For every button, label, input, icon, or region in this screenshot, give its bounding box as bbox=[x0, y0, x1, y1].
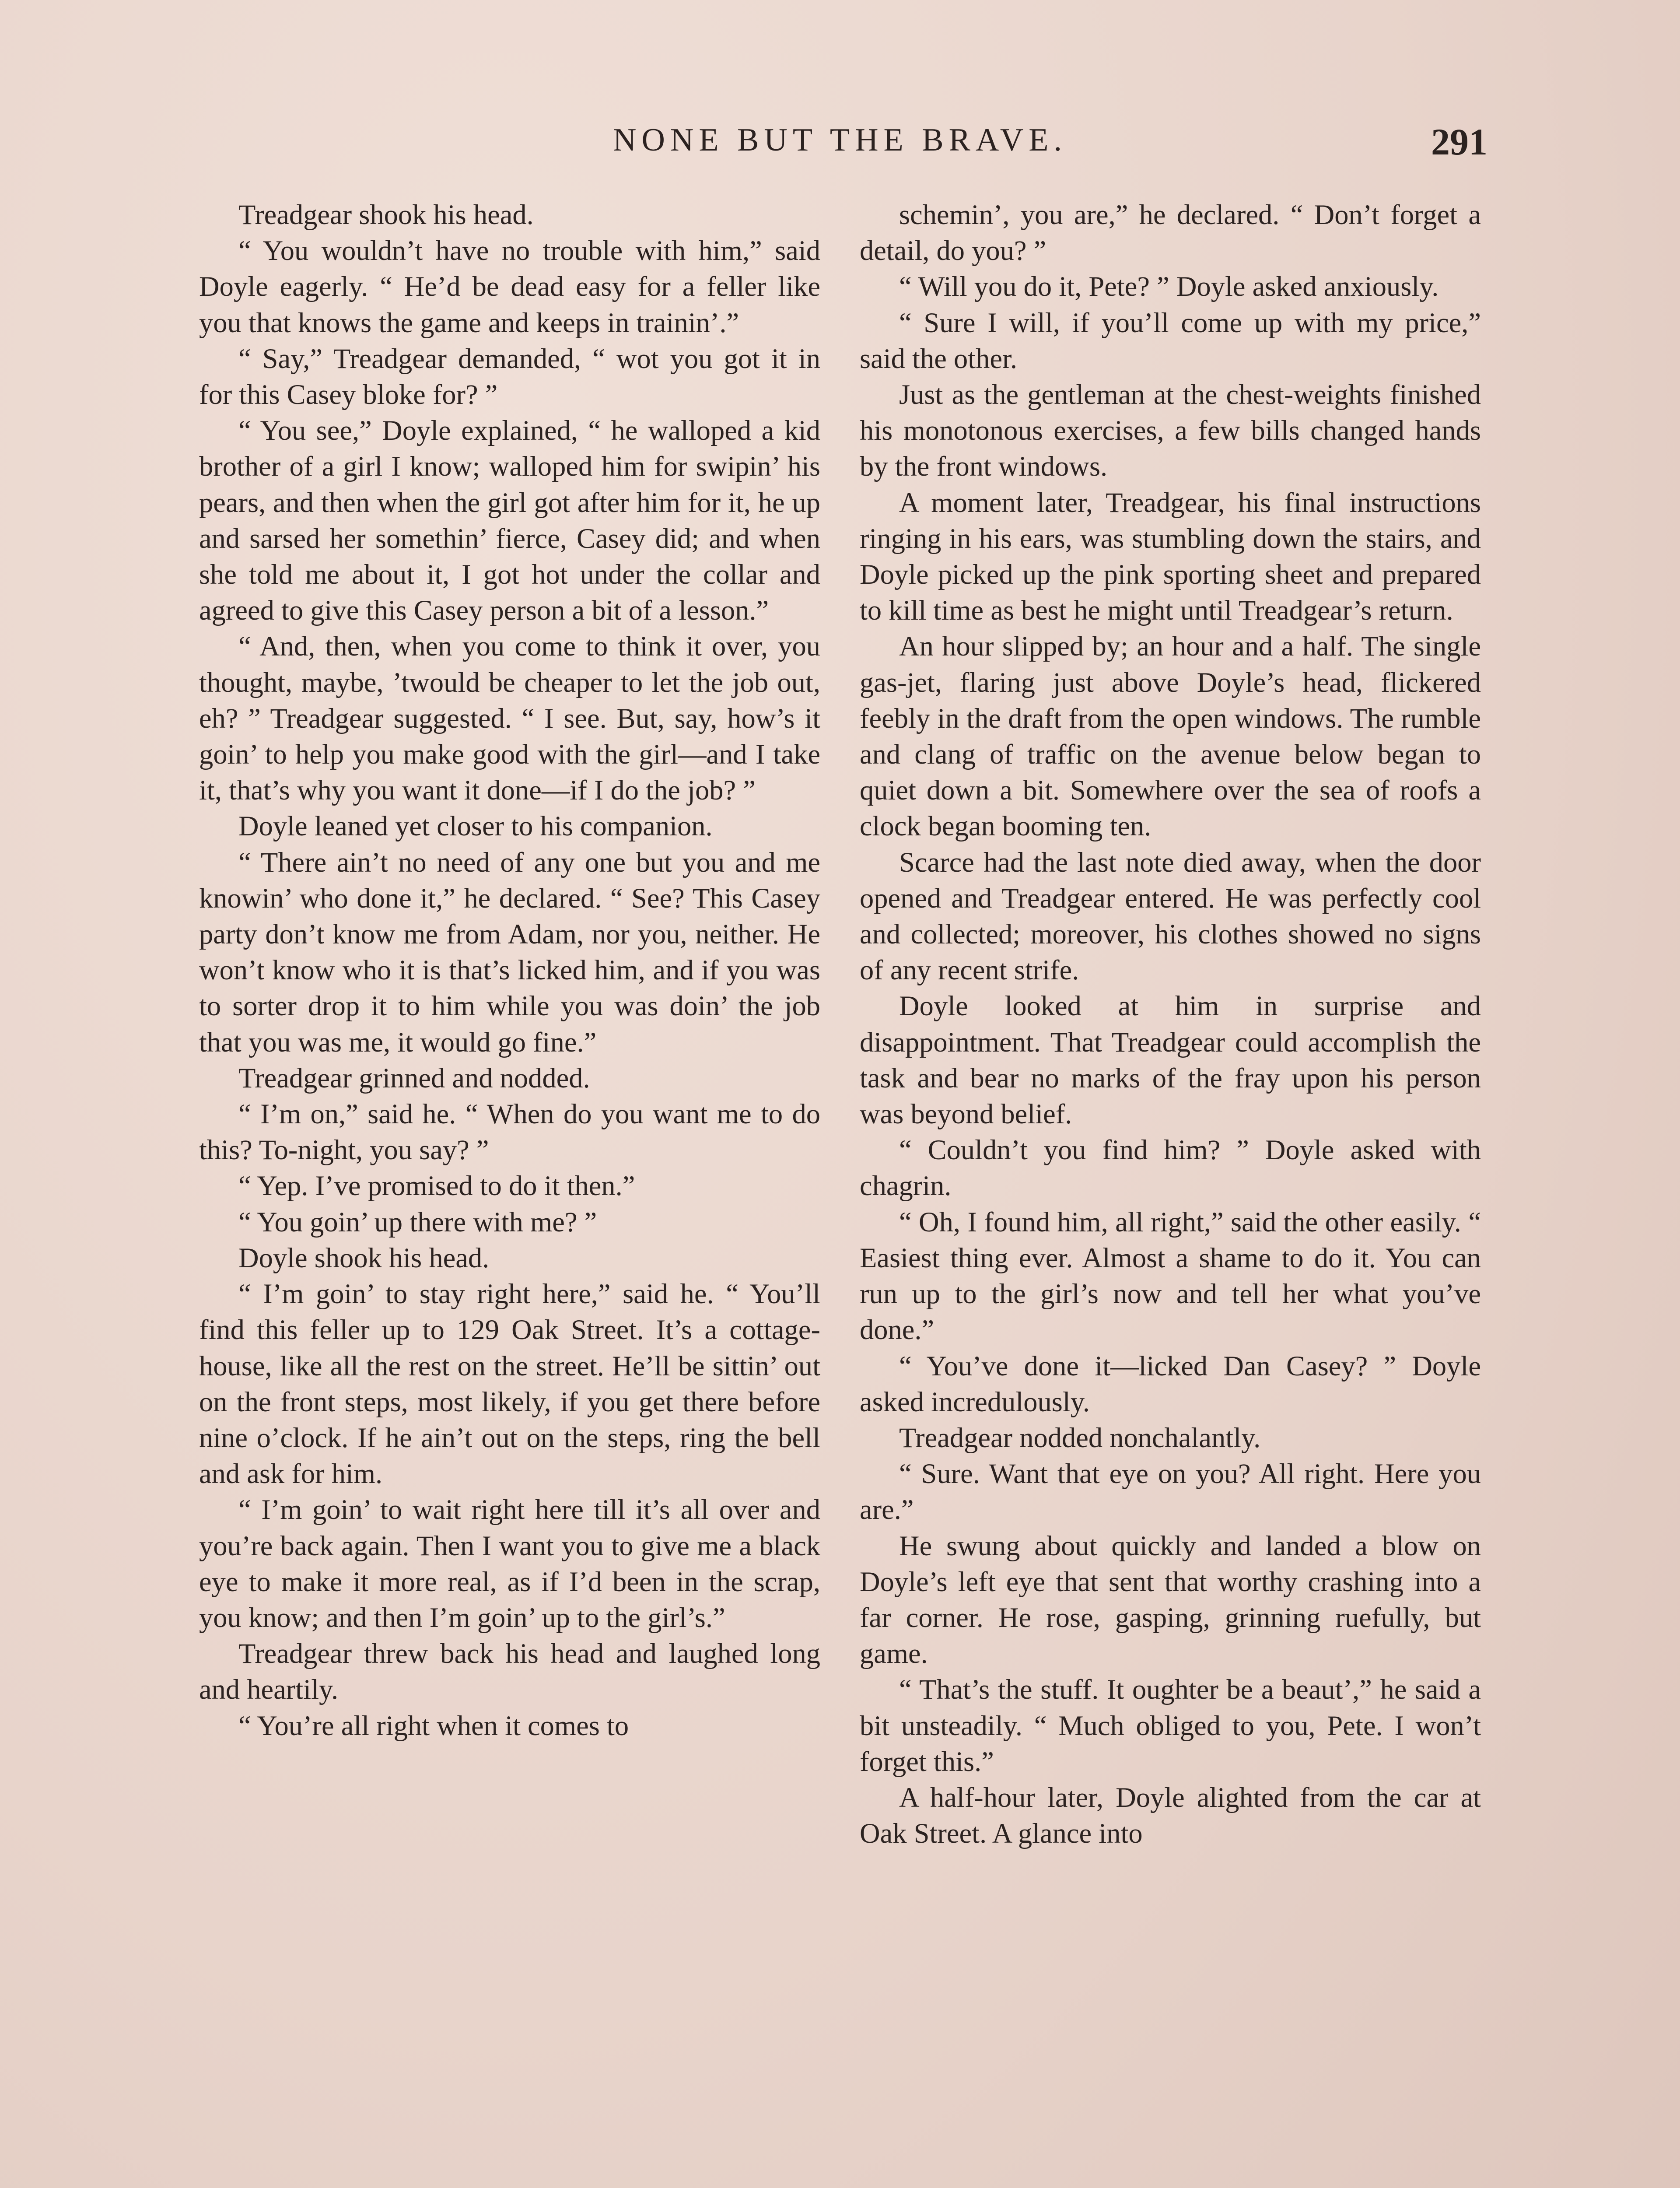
paragraph: A half-hour later, Doyle alighted from the car at Oak Street. A glance into bbox=[860, 1781, 1481, 1849]
paragraph: “ You see,” Doyle explained, “ he walloped a kid brother of a girl I know; walloped him for swipin’ his pears, and then when the girl got after him for it, he up and sarsed her somethin’ fierce, Casey did; and when she told me about it, I got hot under the collar and agreed to give this Casey person a bit of a lesson.” bbox=[199, 415, 820, 626]
paragraph: An hour slipped by; an hour and a half. The single gas-jet, flaring just above Doyle’s head, flickered feebly in the draft from the open windows. The rumble and clang of traffic on the avenue below began to quiet down a bit. Somewhere over the sea of roofs a clock began booming ten. bbox=[860, 631, 1481, 842]
paragraph: “ I’m goin’ to wait right here till it’s all over and you’re back again. Then I want you to give me a black eye to make it more real, as if I’d been in the scrap, you know; and then I’m goin’ up to the girl’s.” bbox=[199, 1494, 820, 1633]
paragraph: Doyle leaned yet closer to his companion. bbox=[238, 810, 713, 842]
paragraph: “ You’ve done it—licked Dan Casey? ” Doyle asked incredulously. bbox=[860, 1350, 1481, 1417]
paragraph: “ Sure. Want that eye on you? All right. Here you are.” bbox=[860, 1458, 1481, 1525]
paragraph: Scarce had the last note died away, when the door opened and Treadgear entered. He was perfectly cool and collected; moreover, his clothes showed no signs of any recent strife. bbox=[860, 846, 1481, 986]
page-number: 291 bbox=[1431, 121, 1488, 163]
page-header bbox=[0, 122, 1680, 170]
paragraph: “ I’m on,” said he. “ When do you want me to do this? To-night, you say? ” bbox=[199, 1098, 820, 1166]
paragraph: He swung about quickly and landed a blow on Doyle’s left eye that sent that worthy crashing into a far corner. He rose, gasping, grinning ruefully, but game. bbox=[860, 1530, 1481, 1669]
left-text-column bbox=[199, 197, 820, 2188]
paragraph: “ Yep. I’ve promised to do it then.” bbox=[238, 1170, 635, 1202]
right-text-column bbox=[860, 197, 1481, 2188]
paragraph: “ I’m goin’ to stay right here,” said he. “ You’ll find this feller up to 129 Oak Street. It’s a cottage-house, like all the rest on the street. He’ll be sittin’ out on the front steps, most likely, if you get there before nine o’clock. If he ain’t out on the steps, ring the bell and ask for him. bbox=[199, 1278, 820, 1490]
paragraph: “ That’s the stuff. It oughter be a beaut’,” he said a bit unsteadily. “ Much obliged to you, Pete. I won’t forget this.” bbox=[860, 1674, 1481, 1777]
running-title: NONE BUT THE BRAVE. bbox=[613, 122, 1067, 158]
paragraph: Treadgear threw back his head and laughed long and heartily. bbox=[199, 1638, 820, 1705]
paragraph: Treadgear grinned and nodded. bbox=[238, 1062, 590, 1094]
paragraph: A moment later, Treadgear, his final instructions ringing in his ears, was stumbling down the stairs, and Doyle picked up the pink sporting sheet and prepared to kill time as best he might until Treadgear’s return. bbox=[860, 487, 1481, 626]
paragraph: “ And, then, when you come to think it over, you thought, maybe, ’twould be cheaper to let the job out, eh? ” Treadgear suggested. “ I see. But, say, how’s it goin’ to help you make good with the girl—and I take it, that’s why you want it done—if I do the job? ” bbox=[199, 631, 820, 806]
paragraph: Treadgear nodded nonchalantly. bbox=[899, 1422, 1261, 1453]
paragraph: Doyle looked at him in surprise and disappointment. That Treadgear could accomplish the task and bear no marks of the fray upon his person was beyond belief. bbox=[860, 990, 1481, 1130]
paragraph: “ There ain’t no need of any one but you and me knowin’ who done it,” he declared. “ See? This Casey party don’t know me from Adam, nor you, neither. He won’t know who it is that’s licked him, and if you was to sorter drop it to him while you was doin’ the job that you was me, it would go fine.” bbox=[199, 846, 820, 1058]
paragraph: “ Will you do it, Pete? ” Doyle asked anxiously. bbox=[899, 271, 1439, 302]
paragraph: “ Oh, I found him, all right,” said the other easily. “ Easiest thing ever. Almost a shame to do it. You can run up to the girl’s now and tell her what you’ve done.” bbox=[860, 1206, 1481, 1346]
paragraph: Treadgear shook his head. bbox=[238, 199, 534, 230]
paragraph: “ You’re all right when it comes to bbox=[238, 1710, 629, 1741]
paragraph: Just as the gentleman at the chest-weights finished his monotonous exercises, a few bills changed hands by the front windows. bbox=[860, 379, 1481, 482]
paragraph: Doyle shook his head. bbox=[238, 1242, 490, 1273]
paragraph: “ Sure I will, if you’ll come up with my price,” said the other. bbox=[860, 307, 1481, 374]
paragraph: “ You wouldn’t have no trouble with him,” said Doyle eagerly. “ He’d be dead easy for a feller like you that knows the game and keeps in trainin’.” bbox=[199, 235, 820, 338]
paragraph: schemin’, you are,” he declared. “ Don’t forget a detail, do you? ” bbox=[860, 199, 1481, 266]
paragraph: “ Say,” Treadgear demanded, “ wot you got it in for this Casey bloke for? ” bbox=[199, 343, 820, 410]
paragraph: “ Couldn’t you find him? ” Doyle asked with chagrin. bbox=[860, 1134, 1481, 1202]
paragraph: “ You goin’ up there with me? ” bbox=[238, 1206, 597, 1238]
